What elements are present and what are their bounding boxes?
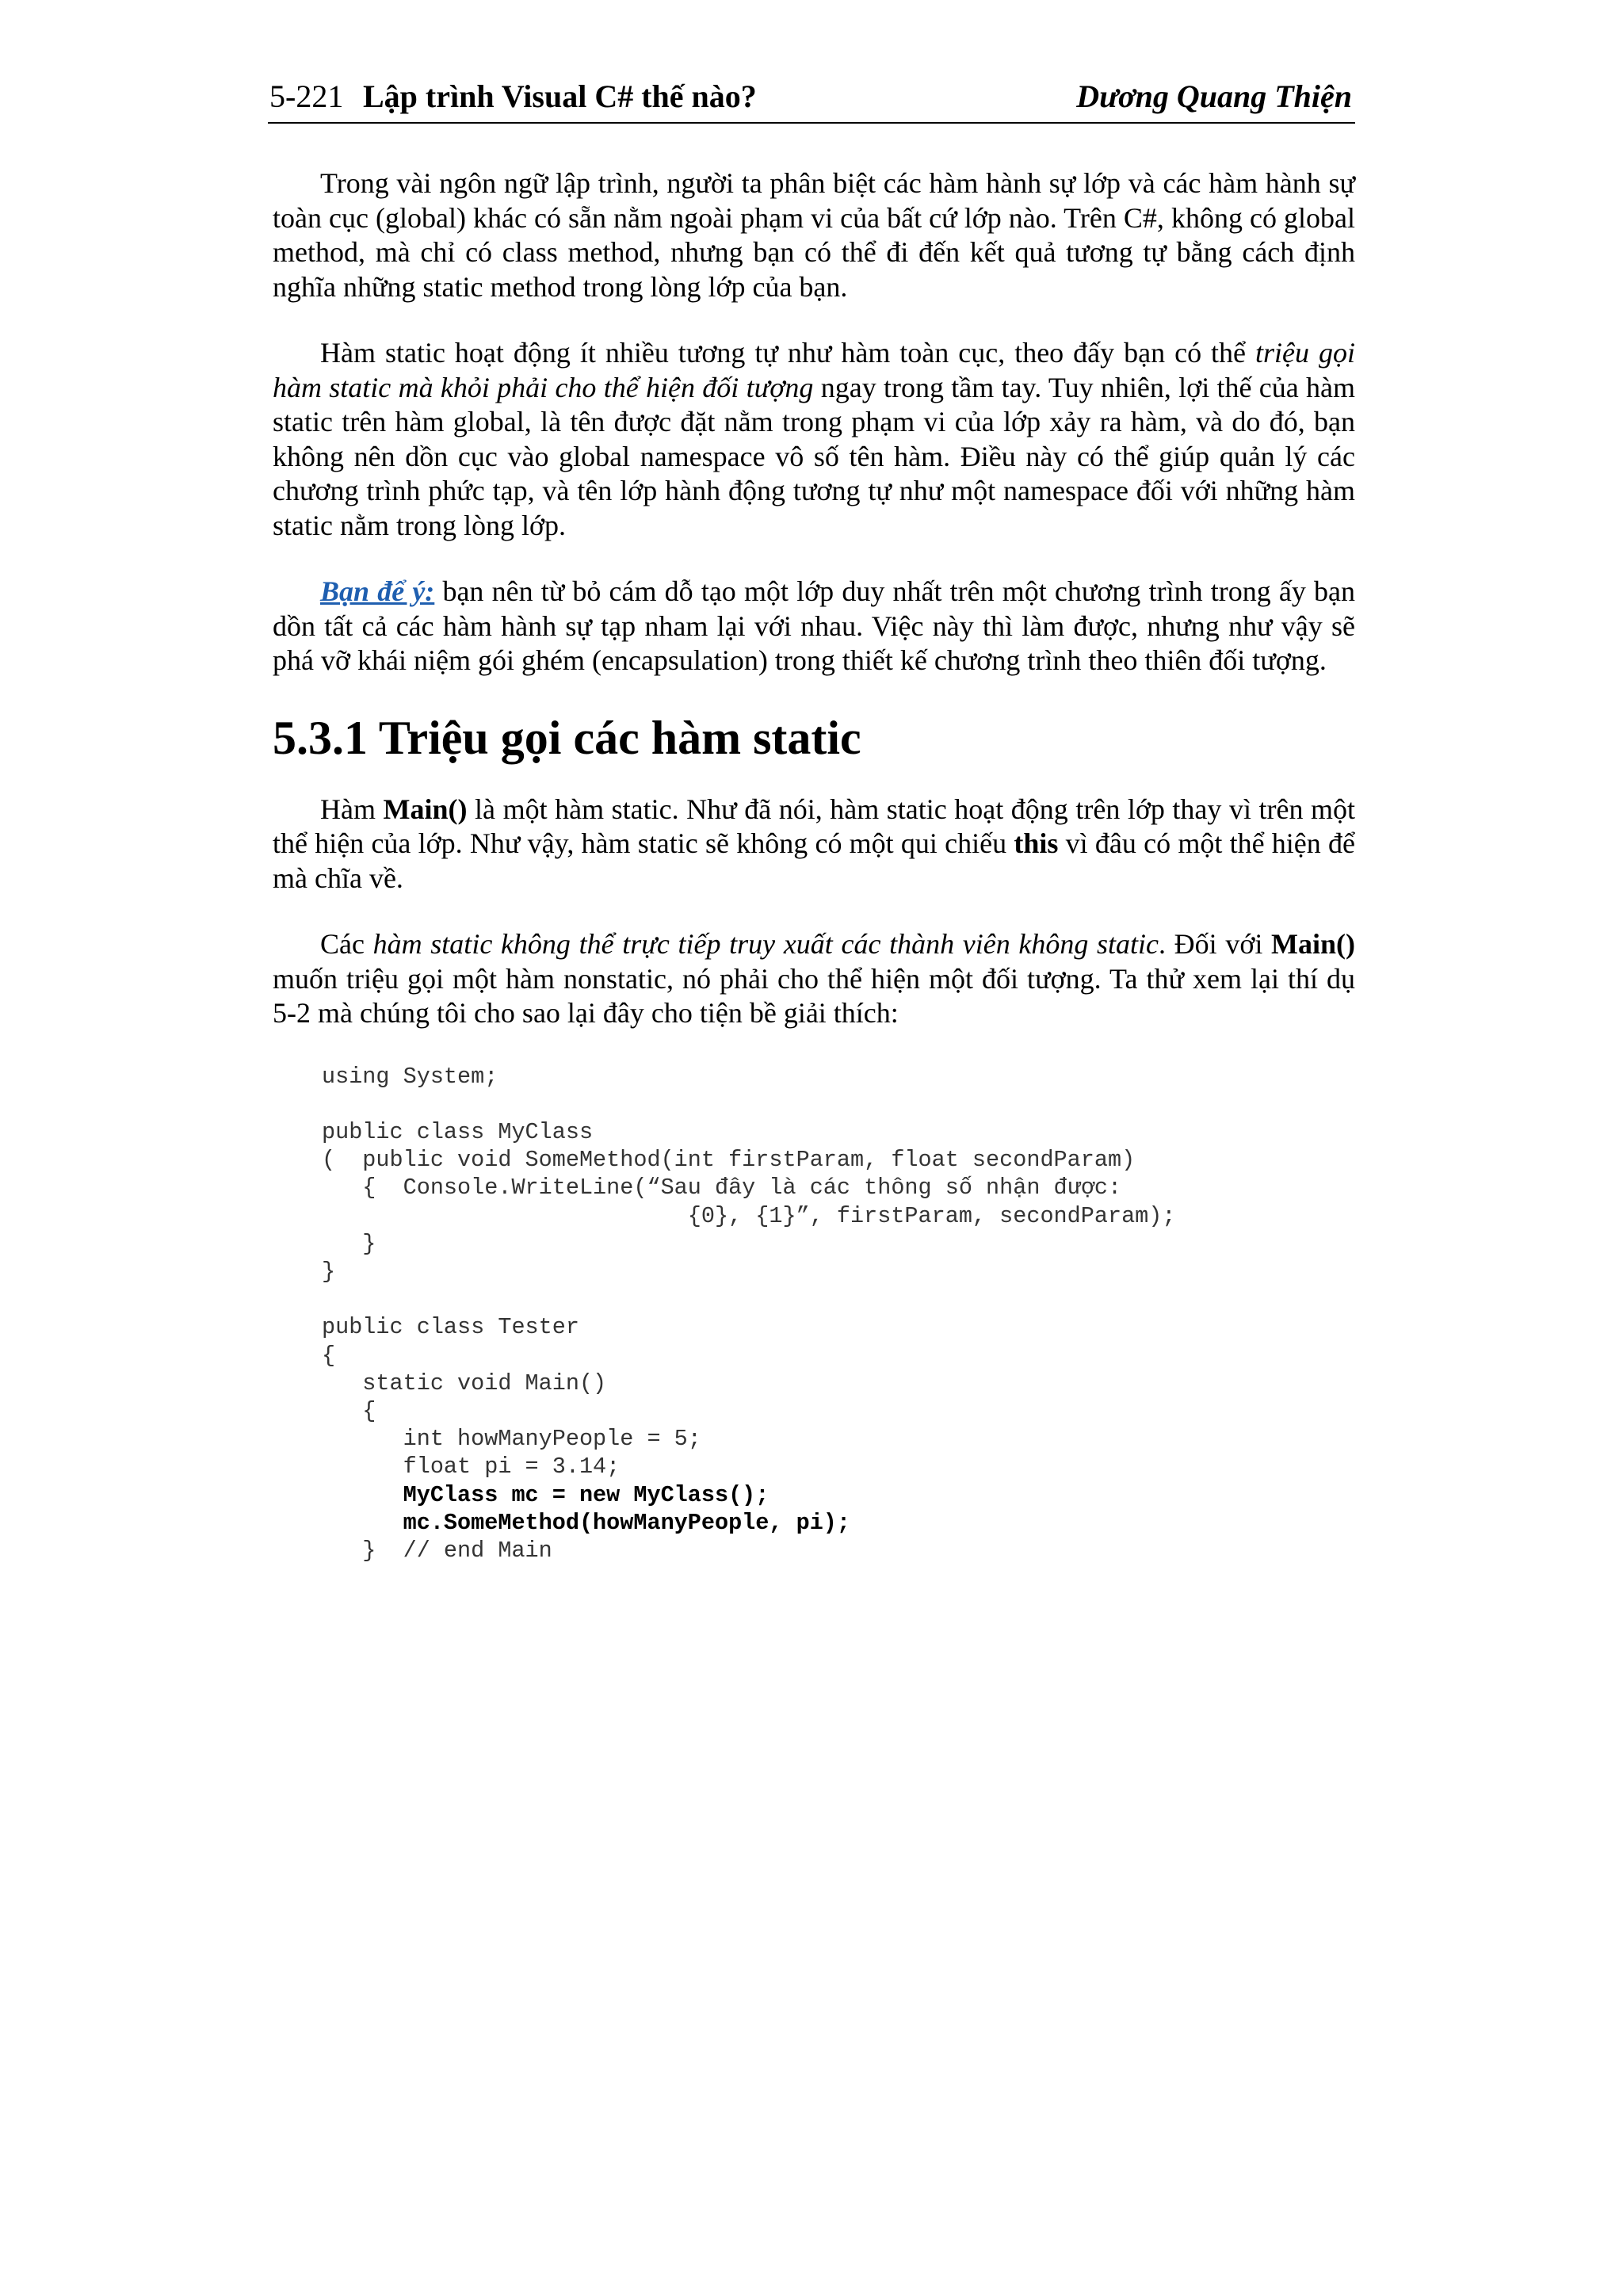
- code-line: }: [322, 1230, 376, 1257]
- author-name: Dương Quang Thiện: [1076, 78, 1352, 114]
- paragraph-text: Các: [320, 928, 373, 960]
- paragraph-static-vs-global: [273, 336, 1355, 543]
- paragraph-nonstatic-access: [273, 927, 1355, 1031]
- paragraph-text: Hàm static hoạt động ít nhiều tương tự như hàm toàn cục, theo đấy bạn có thể: [320, 337, 1256, 369]
- italic-phrase: hàm static không thể trực tiếp truy xuất các thành viên không static: [372, 928, 1159, 960]
- code-line: {: [322, 1397, 376, 1424]
- bold-term: Main(): [1271, 928, 1356, 960]
- book-title: Lập trình Visual C# thế nào?: [363, 78, 757, 114]
- section-heading: 5.3.1 Triệu gọi các hàm static: [273, 711, 861, 764]
- paragraph-text: là một hàm static. Như đã nói, hàm static hoạt động trên lớp thay vì trên một thể hiện của lớp. Như vậy, hàm static sẽ không có một qui chiếu: [273, 793, 1356, 859]
- code-line-bold: MyClass mc = new MyClass();: [322, 1481, 769, 1508]
- bold-term: Main(): [383, 793, 468, 825]
- code-line: static void Main(): [322, 1370, 607, 1396]
- code-line: { Console.WriteLine(“Sau đây là các thông số nhận được:: [322, 1175, 1122, 1201]
- paragraph-global-methods: Trong vài ngôn ngữ lập trình, người ta phân biệt các hàm hành sự lớp và các hàm hành sự toàn cục (global) khác có sẵn nằm ngoài phạm vi của bất cứ lớp nào. Trên C#, không có global method, mà chỉ có class method, nhưng bạn có thể đi đến kết quả tương tự bằng cách định nghĩa những static method trong lòng lớp của bạn.: [273, 167, 1355, 303]
- page-number: 5-221: [269, 78, 344, 114]
- code-line: ( public void SomeMethod(int firstParam, float secondParam): [322, 1147, 1136, 1174]
- code-line: {: [322, 1342, 336, 1369]
- code-line: [322, 1286, 1355, 1313]
- code-line-bold: mc.SomeMethod(howManyPeople, pi);: [322, 1509, 851, 1536]
- paragraph-text: bạn nên từ bỏ cám dỗ tạo một lớp duy nhất trên một chương trình trong ấy bạn dồn tất cả các hàm hành sự tạp nham lại với nhau. Việc này thì làm được, nhưng như vậy sẽ phá vỡ khái niệm gói ghém (encapsulation) trong thiết kế chương trình theo thiên đối tượng.: [273, 575, 1355, 676]
- paragraph-main-static: [273, 793, 1355, 896]
- italic-phrase: triệu gọi hàm static mà khỏi phải cho thể hiện đối tượng: [273, 337, 1355, 403]
- code-line: {0}, {1}”, firstParam, secondParam);: [322, 1202, 1176, 1229]
- code-line: public class MyClass: [322, 1118, 594, 1145]
- note-label: Bạn để ý:: [320, 575, 435, 607]
- code-listing: [322, 1063, 1355, 1565]
- paragraph-note: [273, 575, 1355, 678]
- bold-term: this: [1014, 827, 1059, 859]
- code-line: } // end Main: [322, 1537, 552, 1564]
- code-line: [322, 1091, 1355, 1118]
- paragraph-text: . Đối với: [1159, 928, 1272, 960]
- code-line: }: [322, 1258, 336, 1285]
- code-line: public class Tester: [322, 1314, 579, 1341]
- code-line: using System;: [322, 1063, 498, 1090]
- paragraph-text: muốn triệu gọi một hàm nonstatic, nó phải cho thể hiện một đối tượng. Ta thử xem lại thí dụ 5-2 mà chúng tôi cho sao lại đây cho tiện bề giải thích:: [273, 962, 1355, 1029]
- page-body: [273, 166, 1355, 1564]
- page-header: [268, 78, 1355, 124]
- paragraph-text: Hàm: [320, 793, 384, 825]
- code-line: int howManyPeople = 5;: [322, 1426, 701, 1453]
- paragraph-text: ngay trong tầm tay. Tuy nhiên, lợi thế của hàm static trên hàm global, là tên được đặt nằm trong phạm vi của lớp xảy ra hàm, và do đó, bạn không nên dồn cục vào global namespace vô số tên hàm. Điều này có thể giúp quản lý các chương trình phức tạp, và tên lớp hành động tương tự như một namespace đối với những hàm static nằm trong lòng lớp.: [273, 371, 1356, 541]
- paragraph-text: vì đâu có một thể hiện để mà chĩa về.: [273, 827, 1355, 894]
- code-line: float pi = 3.14;: [322, 1454, 621, 1480]
